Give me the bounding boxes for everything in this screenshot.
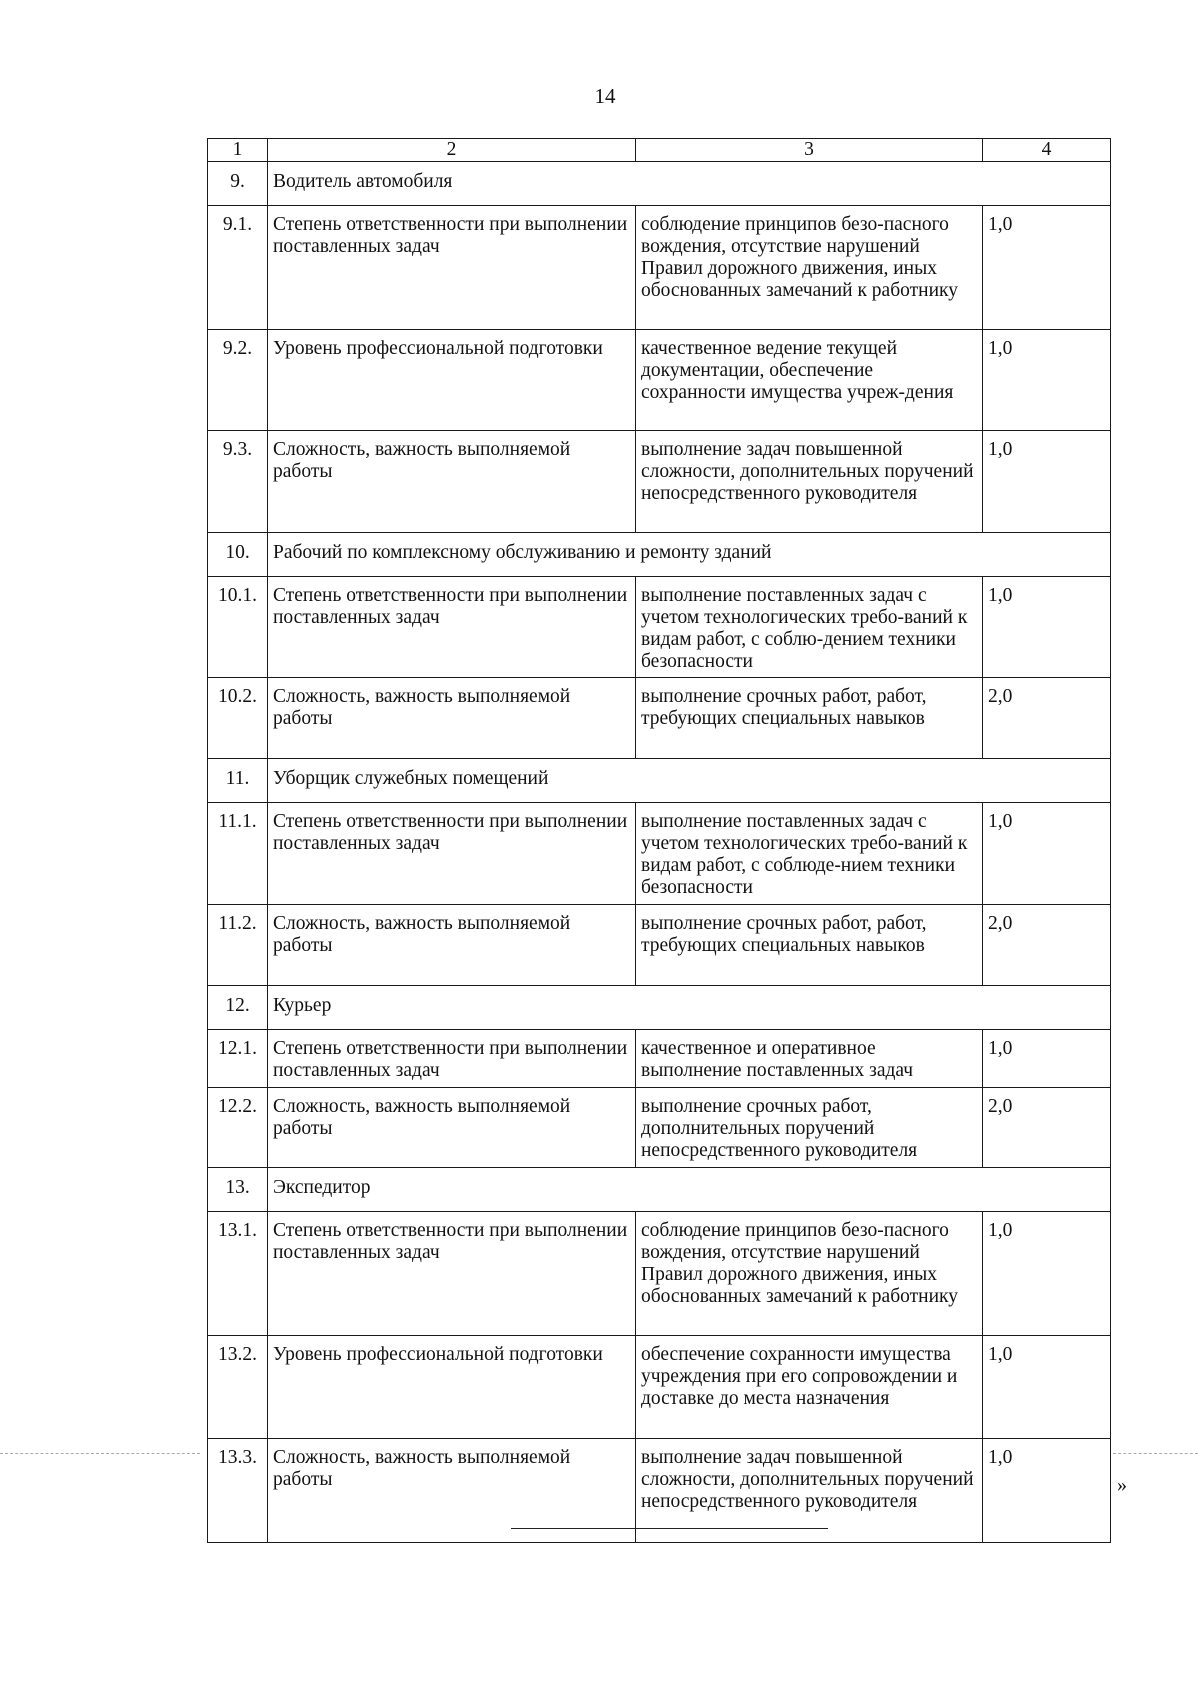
table-row: [208, 1088, 1111, 1168]
closing-quote: »: [1117, 1474, 1127, 1496]
scan-artifact-line: [1113, 1453, 1198, 1454]
table-row: [208, 905, 1111, 986]
table-row: [208, 330, 1111, 431]
condition-cell: обеспечение сохранности имущества учреждения при его сопровождении и доставке до места назначения: [636, 1336, 983, 1439]
table-row: [208, 803, 1111, 905]
header-cell: 1: [208, 139, 268, 162]
value-cell: 2,0: [983, 678, 1111, 759]
criterion-cell: Сложность, важность выполняемой работы: [268, 678, 636, 759]
condition-cell: выполнение срочных работ, работ, требующих специальных навыков: [636, 678, 983, 759]
item-number: 13.2.: [208, 1336, 268, 1439]
item-number: 11.1.: [208, 803, 268, 905]
section-number: 13.: [208, 1168, 268, 1212]
section-title: Рабочий по комплексному обслуживанию и ремонту зданий: [268, 533, 1111, 577]
criterion-cell: Степень ответственности при выполнении поставленных задач: [268, 206, 636, 330]
section-title: Курьер: [268, 986, 1111, 1030]
condition-cell: выполнение срочных работ, дополнительных поручений непосредственного руководителя: [636, 1088, 983, 1168]
table-row: [208, 431, 1111, 533]
criterion-cell: Сложность, важность выполняемой работы: [268, 1439, 636, 1543]
criterion-cell: Уровень профессиональной подготовки: [268, 1336, 636, 1439]
scan-artifact-line: [0, 1453, 200, 1454]
item-number: 9.3.: [208, 431, 268, 533]
table-row: [208, 1439, 1111, 1543]
item-number: 12.2.: [208, 1088, 268, 1168]
value-cell: 1,0: [983, 1336, 1111, 1439]
section-title: Экспедитор: [268, 1168, 1111, 1212]
condition-cell: выполнение задач повышенной сложности, дополнительных поручений непосредственного руководителя: [636, 1439, 983, 1543]
section-row: [208, 1168, 1111, 1212]
table-row: [208, 1030, 1111, 1088]
section-row: [208, 162, 1111, 206]
section-row: [208, 533, 1111, 577]
criteria-table-body: [208, 139, 1111, 1543]
value-cell: 1,0: [983, 1212, 1111, 1336]
criteria-table: [207, 138, 1111, 1543]
value-cell: 2,0: [983, 905, 1111, 986]
table-row: [208, 577, 1111, 678]
page-number: 14: [594, 84, 616, 108]
section-number: 10.: [208, 533, 268, 577]
value-cell: 1,0: [983, 1030, 1111, 1088]
condition-cell: качественное ведение текущей документации, обеспечение сохранности имущества учреж-дения: [636, 330, 983, 431]
table-row: [208, 1212, 1111, 1336]
section-number: 11.: [208, 759, 268, 803]
value-cell: 1,0: [983, 577, 1111, 678]
condition-cell: выполнение поставленных задач с учетом технологических требо-ваний к видам работ, с соблюде-нием техники безопасности: [636, 803, 983, 905]
item-number: 9.2.: [208, 330, 268, 431]
section-row: [208, 986, 1111, 1030]
criterion-cell: Степень ответственности при выполнении поставленных задач: [268, 1030, 636, 1088]
item-number: 13.3.: [208, 1439, 268, 1543]
condition-cell: соблюдение принципов безо-пасного вождения, отсутствие нарушений Правил дорожного движения, иных обоснованных замечаний к работнику: [636, 1212, 983, 1336]
criterion-cell: Степень ответственности при выполнении поставленных задач: [268, 803, 636, 905]
item-number: 13.1.: [208, 1212, 268, 1336]
bottom-rule: [511, 1528, 828, 1529]
table-header-row: [208, 139, 1111, 162]
item-number: 11.2.: [208, 905, 268, 986]
section-title: Уборщик служебных помещений: [268, 759, 1111, 803]
table-row: [208, 1336, 1111, 1439]
condition-cell: качественное и оперативное выполнение поставленных задач: [636, 1030, 983, 1088]
section-number: 12.: [208, 986, 268, 1030]
header-cell: 4: [983, 139, 1111, 162]
criterion-cell: Уровень профессиональной подготовки: [268, 330, 636, 431]
criterion-cell: Сложность, важность выполняемой работы: [268, 1088, 636, 1168]
item-number: 10.2.: [208, 678, 268, 759]
table-row: [208, 678, 1111, 759]
header-cell: 2: [268, 139, 636, 162]
condition-cell: выполнение задач повышенной сложности, дополнительных поручений непосредственного руководителя: [636, 431, 983, 533]
value-cell: 1,0: [983, 803, 1111, 905]
section-number: 9.: [208, 162, 268, 206]
criterion-cell: Степень ответственности при выполнении поставленных задач: [268, 1212, 636, 1336]
criterion-cell: Сложность, важность выполняемой работы: [268, 431, 636, 533]
criterion-cell: Сложность, важность выполняемой работы: [268, 905, 636, 986]
header-cell: 3: [636, 139, 983, 162]
condition-cell: выполнение поставленных задач с учетом технологических требо-ваний к видам работ, с соблю-дением техники безопасности: [636, 577, 983, 678]
value-cell: 2,0: [983, 1088, 1111, 1168]
section-title: Водитель автомобиля: [268, 162, 1111, 206]
condition-cell: выполнение срочных работ, работ, требующих специальных навыков: [636, 905, 983, 986]
value-cell: 1,0: [983, 1439, 1111, 1543]
value-cell: 1,0: [983, 206, 1111, 330]
condition-cell: соблюдение принципов безо-пасного вождения, отсутствие нарушений Правил дорожного движения, иных обоснованных замечаний к работнику: [636, 206, 983, 330]
value-cell: 1,0: [983, 330, 1111, 431]
value-cell: 1,0: [983, 431, 1111, 533]
table-row: [208, 206, 1111, 330]
item-number: 12.1.: [208, 1030, 268, 1088]
section-row: [208, 759, 1111, 803]
item-number: 10.1.: [208, 577, 268, 678]
criterion-cell: Степень ответственности при выполнении поставленных задач: [268, 577, 636, 678]
item-number: 9.1.: [208, 206, 268, 330]
